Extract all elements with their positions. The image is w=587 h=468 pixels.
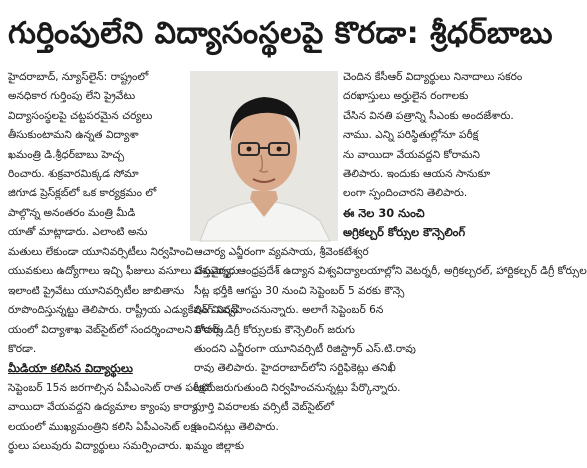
text-line: హైదరాబాద్, న్యూస్‌లైన్: రాష్ట్రంలో [8,71,149,83]
text-line: సెప్టెంబర్ 15న జరగాల్సిన ఏపీఎంసెట్ రాత పరీక్షను [8,381,216,394]
text-line: యువకులు ఉద్యోగాలు ఇచ్చి ఫీజులు వసూలు చేస్తున్నారు [8,265,239,278]
text-line: కొరడా. [8,342,37,355]
text-line: తీసుకుంటామని ఉన్నత విద్యాశా [8,129,139,142]
left-column [8,68,186,243]
right-column [343,68,523,243]
lower-body [8,243,587,456]
text-line: చెందిన కేసీఆర్ విద్యార్థులు నినాదాలు సకరం [343,71,523,83]
text-line: చేసిన వినతి పత్రాన్ని సీఎంకు అందజేశారు. [343,109,514,122]
text-line: దరఖాస్తులు అర్హులైన రంగాలకు [343,90,469,103]
subhead-counselling: అగ్రికల్చర్ కోర్సుల కౌన్సెలింగ్ [343,225,466,240]
text-line: ఆచార్య ఎన్జీరంగా వ్యవసాయ, శ్రీవెంకటేశ్వర [194,246,369,258]
text-line: లయంలో ముఖ్యమంత్రిని కలిసి ఏపీఎంసెట్ లక్ష [8,420,197,433]
text-line: మతులు లేకుండా యూనివర్సిటీలు నిర్వహించి [8,246,194,258]
text-line: హానర్స్ డిగ్రీ కోర్సులకు కౌన్సెలింగ్ జరుగు [194,323,355,336]
text-line: నాము. ఎన్ని పరిస్థితుల్లోనూ పరీక్ష [343,129,479,142]
text-line: రూపొందిస్తున్నట్టు తెలిపారు. రాష్ట్రీయ ఎడ్యుకేషన్ మిషన్ [8,304,238,317]
headline: గుర్తింపులేని విద్యాసంస్థలపై కొరడా: శ్రీధర్‌బాబు [8,16,554,51]
text-line: పూర్తి వివరాలకు వర్సిటీ వెబ్‌సైట్‌లో [194,401,335,414]
portrait-illustration [190,71,338,241]
text-line: ర్థులు పలువురు విద్యార్థులు సమర్పించారు. ఖమ్మం జిల్లాకు [8,439,245,452]
text-line: సీట్ల భర్తీకి ఆగస్టు 30 నుంచి సెప్టెంబర్ 5 వరకు కౌన్సె [194,284,405,297]
text-line: ను వాయిదా వేయవద్దని కోరామని [343,148,480,161]
text-line: ఖమంత్రి డి.శ్రీధర్‌బాబు హెచ్చ [8,148,125,161]
text-line: రించారు. శుక్రవారమిక్కడ సోమా [8,167,139,180]
text-line: లలో జరుగుతుంది నిర్వహించనున్నట్లు పేర్కొన్నారు. [194,381,401,394]
text-line: ఉంచినట్లు తెలిపారు. [194,420,279,433]
text-line: ఇలాంటి ప్రైవేటు యూనివర్సిటీల జాబితాను [8,284,185,297]
text-line: రావు తెలిపారు. హైదరాబాద్‌లోని సర్టిఫికెట్లు తనిఖీ [194,362,396,375]
text-line: అనధికార గుర్తింపు లేని ప్రైవేటు [8,90,136,103]
text-line: యంలో విద్యాశాఖ వెబ్‌సైట్‌లో సందర్శించాలని కోరారు. [8,323,227,336]
subhead-students: మీడియా కలిసిన విద్యార్థులు [8,361,133,376]
text-line: విద్యాసంస్థలపై చట్టపరమైన చర్యలు [8,109,153,122]
text-line: లంగా స్పందించారని తెలిపారు. [343,187,468,200]
portrait-photo [190,71,338,241]
subhead-dates: ఈ నెల 30 నుంచి [343,205,425,220]
text-line: తెలిపారు. ఇందుకు ఆయన సానుకూ [343,167,491,180]
text-line: తుందని ఎన్జీరంగా యూనివర్సిటీ రిజిస్ట్రార్ ఎస్.టి.రావు [194,342,416,355]
text-line: లింగ్ నిర్వహించనున్నారు. అలాగే సెప్టెంబర్ 6న [194,304,384,317]
text-line: పాల్గొన్న అనంతరం మంత్రి మీడి [8,206,136,219]
text-line: వాయిదా వేయవద్దని ఉద్యమాల క్యాంపు కార్యా [8,401,198,414]
text-line: పశువైద్య, ఆంధ్రప్రదేశ్ ఉద్యాన విశ్వవిద్యాలయాల్లోని వెటర్నరీ, అగ్రికల్చరల్, హార్టికల్చర్ డిగ్రీ కోర్సుల [194,265,587,278]
text-line: జిగూడ ప్రెస్‌క్లబ్‌లో ఒక కార్యక్రమం లో [8,187,157,200]
text-line: యాతో మాట్లాడారు. ఎలాంటి అను [8,226,148,239]
